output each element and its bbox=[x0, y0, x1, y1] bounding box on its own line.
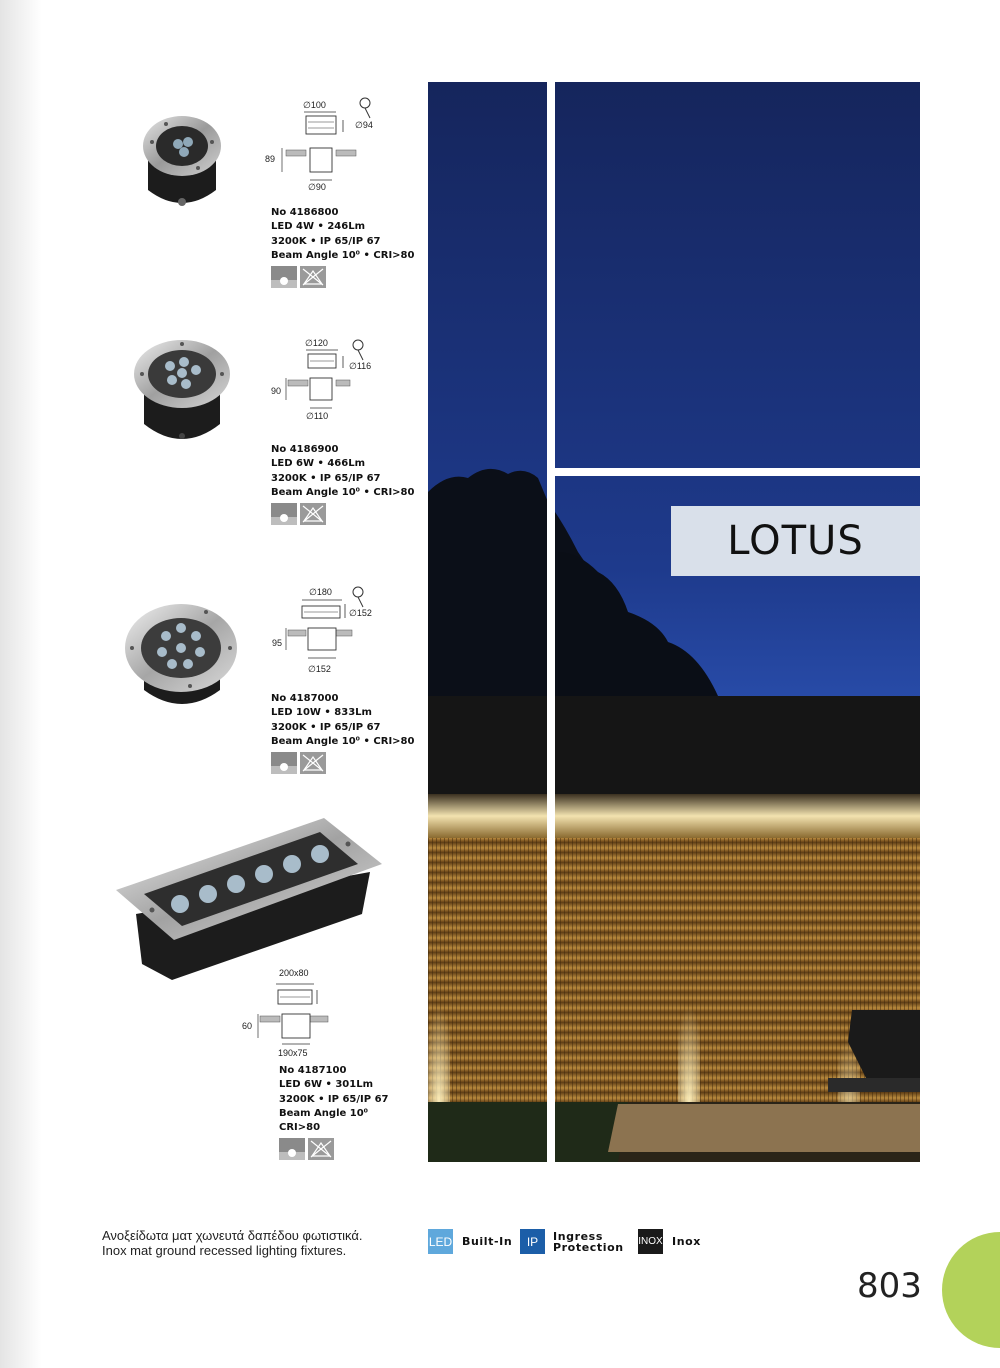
spec-beam-cri: Beam Angle 10⁰ • CRI>80 bbox=[271, 735, 415, 747]
spec-power: LED 4W • 246Lm bbox=[271, 221, 365, 233]
footer-english: Inox mat ground recessed lighting fixtures. bbox=[102, 1243, 347, 1258]
svg-text:∅152: ∅152 bbox=[308, 664, 331, 674]
ground-light-icon bbox=[271, 503, 297, 525]
spec-temperature-ip: 3200K • IP 65/IP 67 bbox=[271, 472, 381, 484]
dimension-drawing bbox=[262, 334, 392, 428]
no-cover-icon bbox=[300, 266, 326, 288]
dimension-drawing bbox=[262, 582, 392, 676]
dimension-drawing bbox=[262, 96, 392, 196]
spec-block bbox=[279, 1064, 388, 1135]
product-photo bbox=[138, 112, 226, 212]
footer-greek: Ανοξείδωτα ματ χωνευτά δαπέδου φωτιστικά. bbox=[102, 1228, 363, 1243]
dimension-drawing bbox=[238, 964, 348, 1060]
product-code: No 4187000 bbox=[271, 693, 339, 704]
collection-title: LOTUS bbox=[727, 518, 864, 564]
page-number: 803 bbox=[857, 1266, 922, 1306]
spec-temperature-ip: 3200K • IP 65/IP 67 bbox=[271, 235, 381, 247]
spec-block bbox=[271, 692, 414, 749]
svg-text:∅180: ∅180 bbox=[309, 587, 332, 597]
svg-text:∅152: ∅152 bbox=[349, 608, 372, 618]
spec-beam-cri: Beam Angle 10⁰ • CRI>80 bbox=[271, 486, 415, 498]
spec-power: LED 10W • 833Lm bbox=[271, 707, 372, 719]
svg-text:90: 90 bbox=[271, 386, 282, 396]
footer-description bbox=[102, 1228, 362, 1258]
collection-title-band bbox=[671, 506, 920, 576]
spec-block bbox=[271, 206, 414, 263]
legend-led bbox=[428, 1229, 512, 1254]
svg-text:190x75: 190x75 bbox=[278, 1048, 308, 1058]
ambience-photo bbox=[428, 82, 920, 1162]
product-code: No 4186900 bbox=[271, 444, 339, 455]
svg-text:∅116: ∅116 bbox=[349, 361, 372, 371]
no-cover-icon bbox=[300, 503, 326, 525]
ground-light-icon bbox=[271, 752, 297, 774]
svg-text:89: 89 bbox=[265, 154, 276, 164]
svg-text:∅120: ∅120 bbox=[305, 338, 328, 348]
inox-badge-icon: INOX bbox=[638, 1229, 663, 1254]
legend-ip-label bbox=[553, 1231, 624, 1253]
no-cover-icon bbox=[308, 1138, 334, 1160]
product-code: No 4186800 bbox=[271, 207, 339, 218]
ground-light-icon bbox=[279, 1138, 305, 1160]
feature-icons bbox=[271, 503, 326, 525]
svg-text:∅94: ∅94 bbox=[355, 120, 373, 130]
led-badge-icon: LED bbox=[428, 1229, 453, 1254]
spec-temperature-ip: 3200K • IP 65/IP 67 bbox=[279, 1093, 389, 1105]
product-photo bbox=[128, 336, 236, 448]
spec-power: LED 6W • 466Lm bbox=[271, 458, 365, 470]
svg-text:60: 60 bbox=[242, 1021, 253, 1031]
svg-text:∅90: ∅90 bbox=[308, 182, 326, 192]
page-edge-shadow bbox=[0, 0, 42, 1368]
feature-icons bbox=[279, 1138, 334, 1160]
spec-temperature-ip: 3200K • IP 65/IP 67 bbox=[271, 721, 381, 733]
product-photo bbox=[122, 600, 240, 714]
legend-ip-label-line2: Protection bbox=[553, 1240, 624, 1254]
legend-inox-label: Inox bbox=[672, 1235, 701, 1248]
product-code: No 4187100 bbox=[279, 1065, 347, 1076]
svg-text:∅100: ∅100 bbox=[303, 100, 326, 110]
legend-led-label: Built-In bbox=[462, 1235, 513, 1248]
ip-badge-icon: IP bbox=[520, 1229, 545, 1254]
legend-ip bbox=[520, 1229, 624, 1254]
no-cover-icon bbox=[300, 752, 326, 774]
spec-beam-cri: Beam Angle 10⁰ • CRI>80 bbox=[271, 249, 415, 261]
feature-icons bbox=[271, 266, 326, 288]
ground-light-icon bbox=[271, 266, 297, 288]
feature-icons bbox=[271, 752, 326, 774]
spec-beam: Beam Angle 10⁰ bbox=[279, 1107, 369, 1119]
spec-block bbox=[271, 443, 414, 500]
legend-ip-label-line1: Ingress bbox=[553, 1229, 603, 1243]
product-photo bbox=[112, 814, 384, 982]
page-corner-accent bbox=[942, 1232, 1000, 1348]
svg-text:200x80: 200x80 bbox=[279, 968, 309, 978]
svg-text:95: 95 bbox=[272, 638, 283, 648]
spec-power: LED 6W • 301Lm bbox=[279, 1079, 373, 1091]
svg-text:∅110: ∅110 bbox=[306, 411, 329, 421]
legend-inox bbox=[638, 1229, 701, 1254]
spec-cri: CRI>80 bbox=[279, 1122, 321, 1134]
